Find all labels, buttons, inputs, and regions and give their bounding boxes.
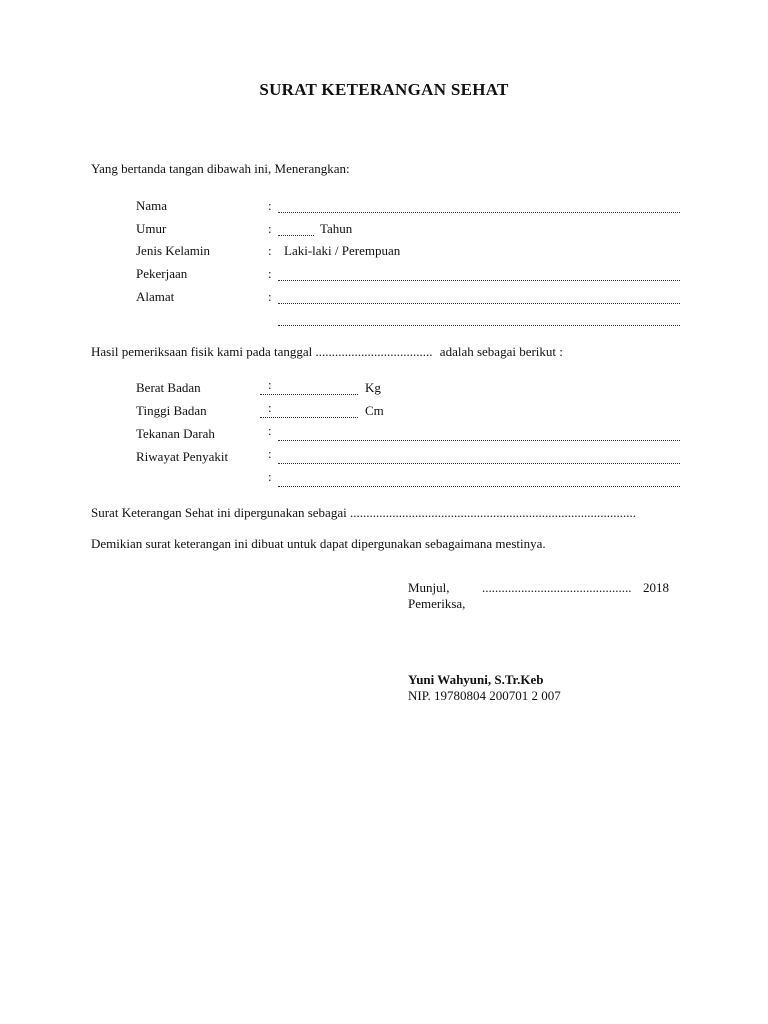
colon: : (268, 423, 272, 438)
nama-blank-line (278, 212, 680, 213)
alamat-blank-line-2 (278, 325, 680, 326)
field-tinggi-badan (136, 400, 696, 421)
umur-label: Umur (136, 221, 167, 236)
field-riwayat-continued (136, 469, 696, 490)
pekerjaan-label: Pekerjaan (136, 266, 188, 281)
tekanan-blank-line (278, 440, 680, 441)
colon: : (268, 266, 272, 281)
alamat-blank-line (278, 303, 680, 304)
colon: : (268, 198, 272, 213)
colon: : (268, 221, 272, 236)
exam-intro-after: adalah sebagai berikut : (439, 344, 563, 359)
berat-blank-line (260, 394, 358, 395)
pekerjaan-blank-line (278, 280, 680, 281)
colon: : (268, 289, 272, 304)
field-alamat-continued (136, 311, 696, 329)
umur-unit: Tahun (320, 221, 353, 236)
tinggi-unit: Cm (365, 403, 384, 418)
tinggi-label: Tinggi Badan (136, 403, 207, 418)
field-jenis-kelamin (136, 243, 696, 261)
field-umur (136, 221, 696, 239)
field-alamat (136, 289, 696, 307)
signature-nip: NIP. 19780804 200701 2 007 (408, 688, 561, 703)
berat-label: Berat Badan (136, 380, 201, 395)
jenis-kelamin-value: Laki-laki / Perempuan (284, 243, 401, 258)
field-tekanan-darah (136, 423, 696, 444)
tekanan-label: Tekanan Darah (136, 426, 215, 441)
purpose-text: Surat Keterangan Sehat ini dipergunakan sebagai (91, 505, 347, 520)
alamat-label: Alamat (136, 289, 175, 304)
nama-label: Nama (136, 198, 168, 213)
purpose-dots: ........................................................................................ (349, 505, 636, 520)
berat-unit: Kg (365, 380, 381, 395)
jenis-kelamin-label: Jenis Kelamin (136, 243, 211, 258)
document-title: SURAT KETERANGAN SEHAT (259, 80, 509, 99)
colon: : (268, 243, 272, 258)
signature-year: 2018 (643, 580, 669, 595)
tinggi-blank-line (260, 417, 358, 418)
signature-role: Pemeriksa, (408, 596, 466, 611)
field-berat-badan (136, 377, 696, 398)
colon: : (268, 446, 272, 461)
signature-place-date (408, 580, 678, 596)
signature-name: Yuni Wahyuni, S.Tr.Keb (408, 672, 544, 687)
colon: : (268, 377, 272, 392)
closing-text: Demikian surat keterangan ini dibuat untuk dapat dipergunakan sebagaimana mestinya. (91, 536, 546, 551)
field-pekerjaan (136, 266, 696, 284)
signature-date-dots: .............................................. (482, 580, 632, 595)
exam-intro-before: Hasil pemeriksaan fisik kami pada tanggal (91, 344, 313, 359)
riwayat-blank-line (278, 463, 680, 464)
signature-place: Munjul, (408, 580, 450, 595)
riwayat-blank-line-2 (278, 486, 680, 487)
intro-text: Yang bertanda tangan dibawah ini, Menerangkan: (91, 161, 350, 176)
exam-intro (91, 344, 563, 360)
umur-blank-line (278, 235, 314, 236)
purpose-line (91, 505, 636, 521)
colon: : (268, 400, 272, 415)
field-nama (136, 198, 696, 216)
riwayat-label: Riwayat Penyakit (136, 449, 229, 464)
field-riwayat-penyakit (136, 446, 696, 467)
exam-date-dots: .................................... (315, 344, 433, 359)
colon: : (268, 469, 272, 484)
